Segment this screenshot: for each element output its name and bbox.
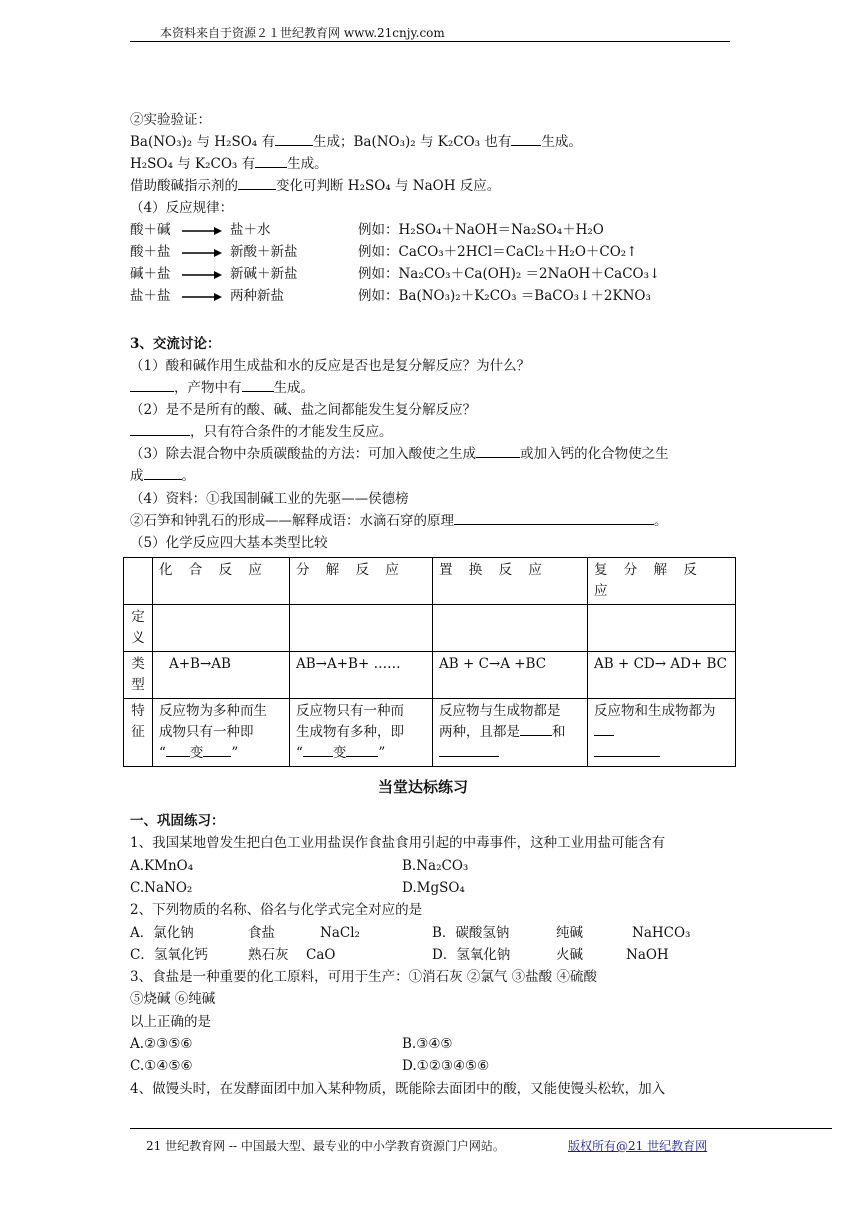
text-line xyxy=(296,743,426,764)
text: 或加入钙的化合物使之生 xyxy=(520,446,669,462)
rule-left: 酸＋碱 xyxy=(130,222,171,238)
discussion-q1: （1）酸和碱作用生成盐和水的反应是否也是复分解反应？为什么？ xyxy=(130,358,531,374)
fill-blank[interactable] xyxy=(303,744,333,757)
text: 变 xyxy=(189,745,204,761)
text: 成物只有一种即 xyxy=(159,724,254,740)
arrow-right-icon xyxy=(182,292,222,302)
text: 。 xyxy=(654,513,668,529)
discussion-title: 3、交流讨论： xyxy=(130,336,221,352)
option-c[interactable]: C．氢氧化钙 xyxy=(130,947,208,963)
text-line xyxy=(594,701,729,743)
type-formula: AB + CD→ AD+ BC xyxy=(588,652,736,699)
fill-blank[interactable] xyxy=(346,744,378,757)
option-b[interactable]: B．碳酸氢钠 xyxy=(432,925,510,941)
fill-blank[interactable] xyxy=(594,723,614,736)
rule-right: 新酸＋新盐 xyxy=(230,244,298,260)
text: ②石笋和钟乳石的形成——解释成语：水滴石穿的原理 xyxy=(130,513,454,529)
text: 反应物与生成物都是 xyxy=(439,703,561,719)
fill-blank[interactable] xyxy=(511,133,541,146)
discussion-q2: （2）是不是所有的酸、碱、盐之间都能发生复分解反应？ xyxy=(130,402,477,418)
fill-blank[interactable] xyxy=(255,155,287,168)
fill-blank[interactable] xyxy=(476,445,520,458)
reaction-types-table xyxy=(123,557,736,767)
text: ” xyxy=(231,745,239,761)
fill-blank[interactable] xyxy=(166,744,190,757)
fill-blank[interactable] xyxy=(454,512,654,525)
text: 借助酸碱指示剂的 xyxy=(130,178,238,194)
text: “ xyxy=(296,745,303,761)
text: 变化可判断 H₂SO₄ 与 NaOH 反应。 xyxy=(276,178,501,194)
text: 反应物和生成物都为 xyxy=(594,703,716,719)
option-a-formula: NaCl₂ xyxy=(320,925,360,941)
text-line xyxy=(439,722,581,743)
question-3: 3、食盐是一种重要的化工原料，可用于生产：①消石灰 ②氯气 ③盐酸 ④硫酸 xyxy=(130,969,597,985)
fill-blank[interactable] xyxy=(130,379,174,392)
fill-blank[interactable] xyxy=(130,423,190,436)
table-row xyxy=(124,699,736,767)
discussion-q3-cont xyxy=(130,467,195,485)
fill-blank[interactable] xyxy=(144,467,182,480)
text: 反应物为多种而生 xyxy=(159,703,267,719)
text-line xyxy=(439,743,581,764)
copyright-link[interactable]: 版权所有@21 世纪教育网 xyxy=(568,1139,708,1153)
option-a-common: 食盐 xyxy=(248,925,275,941)
rule-example: 例如：Na₂CO₃＋Ca(OH)₂ ＝2NaOH＋CaCO₃↓ xyxy=(358,266,661,282)
table-row xyxy=(124,652,736,699)
option-b-common: 纯碱 xyxy=(556,925,583,941)
option-c-formula: CaO xyxy=(306,947,336,963)
rule-right: 盐＋水 xyxy=(230,222,271,238)
question-2: 2、下列物质的名称、俗名与化学式完全对应的是 xyxy=(130,902,423,918)
experiment-line-1 xyxy=(130,133,582,151)
text: “ xyxy=(159,745,166,761)
table-header: 分 解 反 应 xyxy=(290,558,433,605)
option-b-formula: NaHCO₃ xyxy=(632,925,691,941)
type-formula: AB→A+B+ …… xyxy=(290,652,433,699)
fill-blank[interactable] xyxy=(594,744,660,757)
option-d-common: 火碱 xyxy=(556,947,583,963)
type-formula: A+B→AB xyxy=(153,652,290,699)
feature-cell xyxy=(433,699,588,767)
feature-cell xyxy=(588,699,736,767)
row-label: 特征 xyxy=(124,699,153,767)
feature-cell xyxy=(290,699,433,767)
row-label: 类型 xyxy=(124,652,153,699)
experiment-title: ②实验验证： xyxy=(130,112,211,128)
option-a[interactable]: A．氯化钠 xyxy=(130,925,194,941)
text: 生成。 xyxy=(287,156,328,172)
arrow-right-icon xyxy=(182,248,222,258)
footer-rule xyxy=(130,1128,832,1129)
text: （3）除去混合物中杂质碳酸盐的方法：可加入酸使之生成 xyxy=(130,446,477,462)
experiment-line-2 xyxy=(130,155,328,173)
discussion-q3 xyxy=(130,445,669,463)
option-a[interactable]: A.②③⑤⑥ xyxy=(130,1036,193,1052)
arrow-right-icon xyxy=(182,226,222,236)
footer-text: 21 世纪教育网 -- 中国最大型、最专业的中小学教育资源门户网站。 xyxy=(146,1139,505,1153)
discussion-q4b xyxy=(130,512,668,530)
discussion-a1 xyxy=(130,379,314,397)
table-cell xyxy=(124,558,153,605)
table-header: 化 合 反 应 xyxy=(153,558,290,605)
type-formula: AB + C→A +BC xyxy=(433,652,588,699)
option-d-formula: NaOH xyxy=(626,947,669,963)
text: Ba(NO₃)₂ 与 H₂SO₄ 有 xyxy=(130,134,275,150)
fill-blank[interactable] xyxy=(203,744,231,757)
table-cell[interactable] xyxy=(588,605,736,652)
text: 生成。 xyxy=(273,380,314,396)
discussion-q5: （5）化学反应四大基本类型比较 xyxy=(130,535,328,551)
text: 生成；Ba(NO₃)₂ 与 K₂CO₃ 也有 xyxy=(313,134,512,150)
discussion-a2 xyxy=(130,423,393,441)
option-b[interactable]: B.Na₂CO₃ xyxy=(402,858,469,874)
rule-right: 两种新盐 xyxy=(230,288,284,304)
option-a[interactable]: A.KMnO₄ xyxy=(130,858,194,874)
header-rule xyxy=(130,41,730,42)
rule-right: 新碱＋新盐 xyxy=(230,266,298,282)
rule-example: 例如：H₂SO₄＋NaOH＝Na₂SO₄＋H₂O xyxy=(358,222,604,238)
experiment-line-3 xyxy=(130,177,500,195)
fill-blank[interactable] xyxy=(520,723,552,736)
table-cell[interactable] xyxy=(433,605,588,652)
option-d[interactable]: D．氢氧化钠 xyxy=(432,947,511,963)
option-d[interactable]: D.MgSO₄ xyxy=(402,880,465,896)
feature-cell xyxy=(153,699,290,767)
header-source: 本资料来自于资源２１世纪教育网 www.21cnjy.com xyxy=(160,26,445,40)
rule-left: 盐＋盐 xyxy=(130,288,171,304)
rule-example: 例如：CaCO₃＋2HCl＝CaCl₂＋H₂O＋CO₂↑ xyxy=(358,244,638,260)
rules-title: （4）反应规律： xyxy=(130,200,234,216)
option-b[interactable]: B.③④⑤ xyxy=(402,1036,453,1052)
fill-blank[interactable] xyxy=(275,133,313,146)
fill-blank[interactable] xyxy=(238,177,276,190)
table-cell[interactable] xyxy=(290,605,433,652)
practice-title: 当堂达标练习 xyxy=(378,778,469,796)
option-d[interactable]: D.①②③④⑤⑥ xyxy=(402,1058,490,1074)
practice-subtitle: 一、巩固练习： xyxy=(130,813,225,829)
fill-blank[interactable] xyxy=(242,379,274,392)
option-c[interactable]: C.①④⑤⑥ xyxy=(130,1058,193,1074)
question-4: 4、做馒头时，在发酵面团中加入某种物质，既能除去面团中的酸，又能使馒头松软，加入 xyxy=(130,1081,666,1097)
text-line xyxy=(594,743,729,764)
text-line xyxy=(159,743,283,764)
table-header: 复 分 解 反 应 xyxy=(588,558,736,605)
text: 生成物有多种，即 xyxy=(296,724,404,740)
table-cell[interactable] xyxy=(153,605,290,652)
text: 成 xyxy=(130,468,144,484)
arrow-right-icon xyxy=(182,270,222,280)
discussion-q4: （4）资料：①我国制碱工业的先驱——侯德榜 xyxy=(130,491,409,507)
option-c-common: 熟石灰 xyxy=(248,947,289,963)
text: ” xyxy=(378,745,386,761)
row-label: 定义 xyxy=(124,605,153,652)
option-c[interactable]: C.NaNO₂ xyxy=(130,880,193,896)
question-3-prompt: 以上正确的是 xyxy=(130,1014,211,1030)
fill-blank[interactable] xyxy=(439,744,499,757)
text: 变 xyxy=(332,745,347,761)
rule-example: 例如：Ba(NO₃)₂＋K₂CO₃ ＝BaCO₃↓＋2KNO₃ xyxy=(358,288,651,304)
text: ，只有符合条件的才能发生反应。 xyxy=(190,424,393,440)
text: 和 xyxy=(552,724,566,740)
table-row xyxy=(124,605,736,652)
text: ，产物中有 xyxy=(174,380,242,396)
text: 两种，且都是 xyxy=(439,724,520,740)
text: 生成。 xyxy=(541,134,582,150)
text: H₂SO₄ 与 K₂CO₃ 有 xyxy=(130,156,256,172)
table-header: 置 换 反 应 xyxy=(433,558,588,605)
text: 反应物只有一种而 xyxy=(296,703,404,719)
question-1: 1、我国某地曾发生把白色工业用盐误作食盐食用引起的中毒事件，这种工业用盐可能含有 xyxy=(130,835,666,851)
table-row xyxy=(124,558,736,605)
text: 。 xyxy=(181,468,195,484)
rule-left: 碱＋盐 xyxy=(130,266,171,282)
question-3-cont: ⑤烧碱 ⑥纯碱 xyxy=(130,991,216,1007)
rule-left: 酸＋盐 xyxy=(130,244,171,260)
